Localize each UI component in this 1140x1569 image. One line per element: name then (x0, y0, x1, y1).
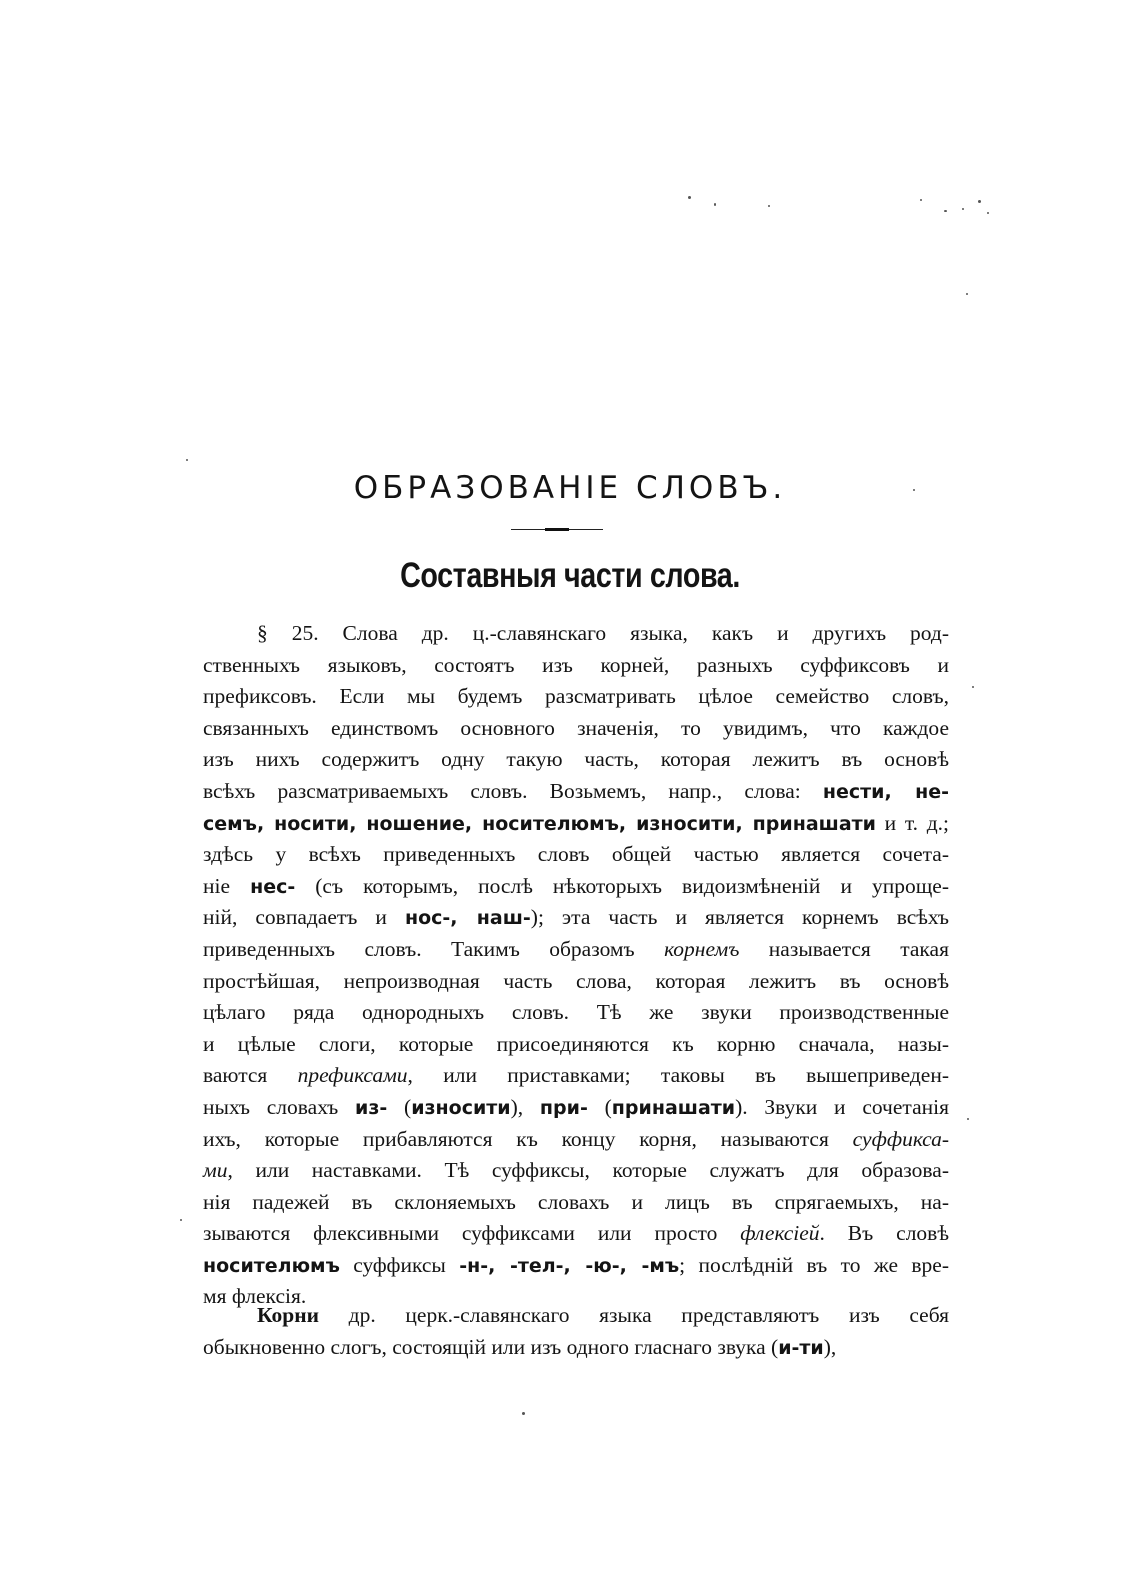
text-run: простѣйшая, непроизводная часть слова, которая лежитъ въ основѣ (203, 968, 949, 993)
text-run: Слова др. ц.-славянскаго языка, какъ и другихъ род- (342, 621, 949, 645)
text-run: ваются (203, 1063, 298, 1088)
chapter-title: ОБРАЗОВАНІЕ СЛОВЪ. (353, 470, 787, 506)
old-slavonic-word: семъ, носити, ношение, носителюмъ, износити, принашати (203, 812, 876, 835)
scan-speck (186, 459, 188, 461)
text-line (203, 1187, 949, 1219)
text-run: ), (510, 1094, 540, 1119)
scan-speck (978, 200, 981, 203)
text-run: мя флексія. (203, 1284, 307, 1309)
text-line (203, 902, 949, 934)
scan-speck (962, 208, 964, 210)
scan-speck (688, 196, 691, 199)
scan-speck (966, 293, 968, 295)
italic-term: корнемъ (664, 936, 740, 961)
paragraph-roots (203, 1300, 949, 1363)
text-run: § 25. (257, 621, 343, 645)
italic-term: префиксами (297, 1063, 408, 1088)
ornament-line-left (511, 529, 545, 530)
text-line (203, 744, 949, 776)
text-line (203, 1300, 949, 1332)
italic-term: флексіей (740, 1221, 820, 1246)
text-run: ніе (203, 873, 251, 898)
text-run: связанныхъ единствомъ основного значенія, то увидимъ, что каждое (203, 715, 949, 740)
text-run: цѣлаго ряда однородныхъ словъ. Тѣ же звуки производственные (203, 1000, 949, 1025)
text-run: называется такая (739, 936, 949, 961)
text-line (203, 1092, 949, 1124)
text-run: нія падежей въ склоняемыхъ словахъ и лицъ въ спрягаемыхъ, на- (203, 1189, 949, 1214)
text-run: ній, совпадаетъ и (203, 905, 405, 930)
text-run: здѣсь у всѣхъ приведенныхъ словъ общей частью является сочета- (203, 842, 949, 867)
text-line (203, 1250, 949, 1282)
ornament-line-right (569, 529, 603, 530)
text-run: приведенныхъ словъ. Такимъ образомъ (203, 936, 665, 961)
title-ornament (511, 528, 603, 531)
text-line (203, 997, 949, 1029)
text-line (203, 839, 949, 871)
text-run: ихъ, которые прибавляются къ концу корня, называются (203, 1126, 853, 1151)
text-run: и цѣлые слоги, которые присоединяются къ корню сначала, назы- (203, 1031, 949, 1056)
old-slavonic-word: из- (355, 1096, 388, 1119)
old-slavonic-word: и-ти (778, 1336, 824, 1359)
scan-speck (972, 686, 974, 688)
scan-speck (714, 203, 716, 206)
text-line (203, 1218, 949, 1250)
bold-term: Корни (257, 1303, 320, 1327)
paragraph-25 (203, 618, 949, 1313)
text-run: изъ нихъ содержитъ одну такую часть, которая лежитъ въ основѣ (203, 747, 949, 772)
text-run: и т. д.; (875, 810, 949, 835)
text-line (203, 871, 949, 903)
text-run: , или наставками. Тѣ суффиксы, которые служатъ для образова- (227, 1158, 949, 1183)
text-run: ; послѣдній въ то же вре- (679, 1252, 950, 1277)
text-line (203, 1332, 949, 1364)
scan-speck (967, 1118, 969, 1120)
scan-speck (920, 199, 922, 201)
section-title: Составныя части слова. (400, 556, 740, 595)
text-line (203, 808, 949, 840)
text-run: , или приставками; таковы въ вышеприведен- (407, 1063, 950, 1088)
old-slavonic-word: принашати (611, 1096, 736, 1119)
text-run: др. церк.-славянскаго языка представляютъ изъ себя (319, 1303, 949, 1327)
text-line (203, 934, 949, 966)
old-slavonic-word: нес- (250, 875, 296, 898)
text-line (203, 1060, 949, 1092)
italic-term: ми (203, 1158, 228, 1183)
old-slavonic-word: при- (539, 1096, 588, 1119)
text-run: . Въ словѣ (819, 1221, 949, 1246)
text-run: (съ которымъ, послѣ нѣкоторыхъ видоизмѣненій и упроще- (295, 873, 949, 898)
old-slavonic-word: -н-, -тел-, -ю-, -мъ (459, 1254, 680, 1277)
text-run: ); эта часть и является корнемъ всѣхъ (530, 905, 949, 930)
scan-speck (522, 1412, 525, 1415)
scan-speck (944, 210, 947, 212)
text-run: ( (587, 1094, 612, 1119)
scan-speck (987, 212, 989, 214)
text-line (203, 681, 949, 713)
text-line (203, 713, 949, 745)
scan-speck (180, 1219, 182, 1221)
text-line (203, 966, 949, 998)
text-line (203, 618, 949, 650)
text-run: ственныхъ языковъ, состоятъ изъ корней, разныхъ суффиксовъ и (203, 652, 949, 677)
old-slavonic-word: износити (411, 1096, 511, 1119)
text-run: ныхъ словахъ (203, 1094, 356, 1119)
text-run: обыкновенно слогъ, состоящій или изъ одного гласнаго звука ( (203, 1334, 779, 1359)
text-line (203, 1029, 949, 1061)
text-run: зываются флексивными суффиксами или просто (203, 1221, 741, 1246)
text-run: ( (387, 1094, 412, 1119)
text-line (203, 1124, 949, 1156)
text-run: префиксовъ. Если мы будемъ разсматривать цѣлое семейство словъ, (203, 684, 949, 709)
old-slavonic-word: нести, не- (822, 780, 949, 803)
scan-speck (768, 205, 770, 207)
text-line (203, 776, 949, 808)
ornament-bar (545, 528, 569, 531)
text-line (203, 1155, 949, 1187)
text-run: ), (823, 1334, 837, 1359)
text-line (203, 650, 949, 682)
text-run: ). Звуки и сочетанія (735, 1094, 949, 1119)
text-run: суффиксы (339, 1252, 460, 1277)
old-slavonic-word: нос-, наш- (404, 907, 531, 930)
old-slavonic-word: носителюмъ (203, 1254, 340, 1277)
italic-term: суффикса- (852, 1126, 949, 1151)
text-run: всѣхъ разсматриваемыхъ словъ. Возьмемъ, напр., слова: (203, 778, 823, 803)
